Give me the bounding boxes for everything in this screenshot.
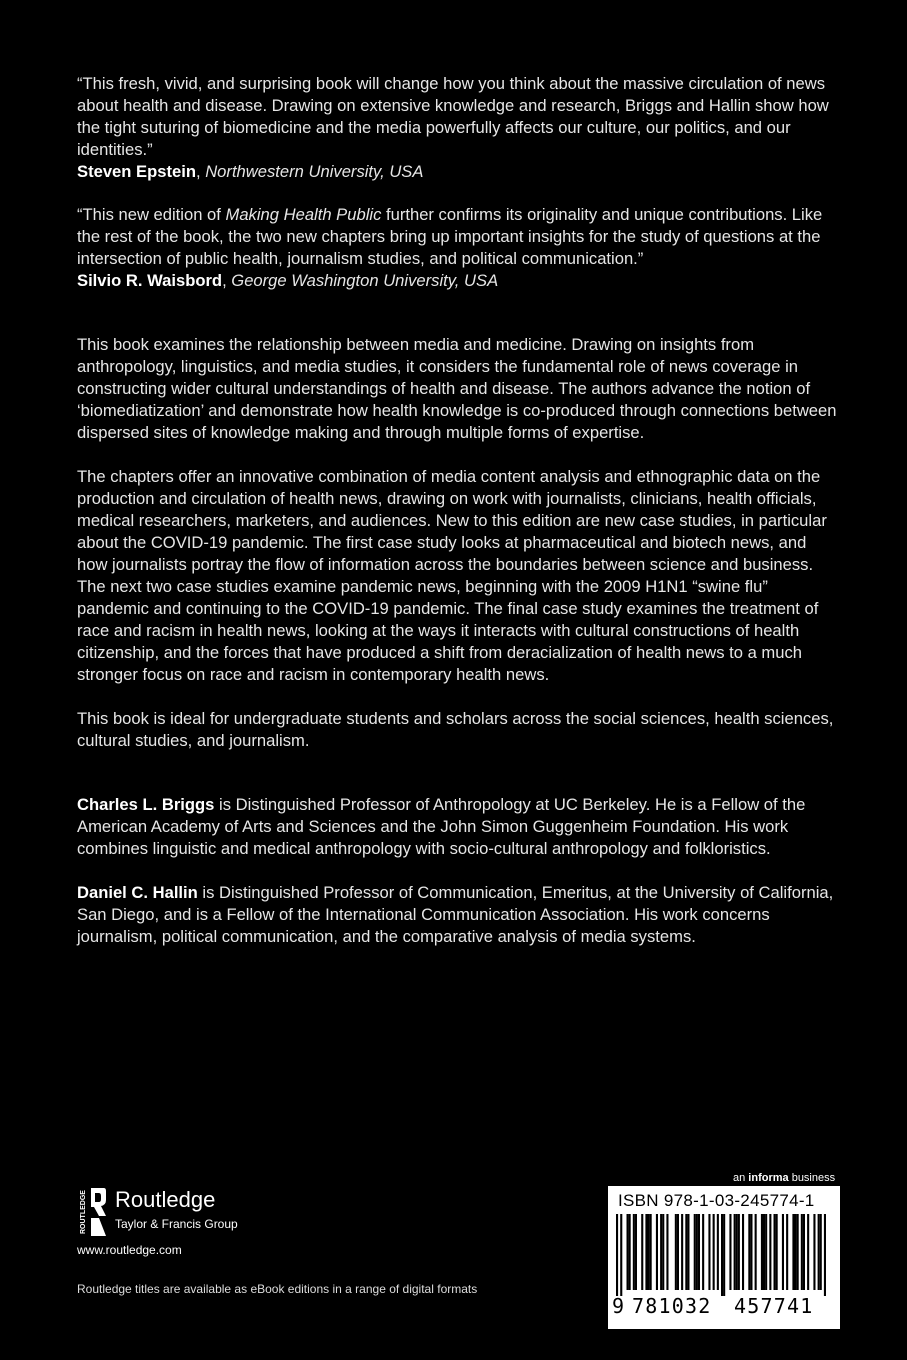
barcode-bar [807,1214,809,1290]
barcode-bar [635,1214,637,1290]
barcode-bar [824,1214,826,1296]
barcode-bar [761,1214,763,1290]
barcode-bar [763,1214,765,1290]
book-title: Making Health Public [225,205,382,224]
barcode-digit-first: 9 [612,1294,626,1318]
barcode-digits-right: 457741 [734,1294,814,1318]
barcode-bar [694,1214,696,1290]
informa-brand: informa [748,1172,789,1184]
barcode-bar [685,1214,687,1290]
isbn-label: ISBN 978-1-03-245774-1 [618,1191,815,1210]
barcode-bar [748,1214,750,1290]
barcode-bar [627,1214,629,1290]
barcode-bar [729,1214,731,1290]
quote-affiliation: George Washington University, USA [231,271,499,290]
author-bio [77,794,837,860]
barcode-bar [648,1214,650,1290]
barcode-bar [755,1214,757,1290]
barcode-bar [801,1214,803,1290]
barcode-bar [713,1214,715,1290]
barcode-bar [795,1214,797,1290]
barcode-bar [633,1214,635,1290]
logo-vertical-text: ROUTLEDGE [80,1190,87,1234]
barcode-bar [645,1214,647,1290]
barcode-bar [723,1214,725,1296]
publisher-group: Taylor & Francis Group [115,1217,238,1231]
barcode-bar [698,1214,700,1290]
barcode-bar [721,1214,723,1296]
barcode-bar [803,1214,805,1290]
barcode-bar [776,1214,778,1290]
author-name: Charles L. Briggs [77,795,215,814]
barcode-bar [813,1214,815,1290]
barcode-bar [616,1214,618,1296]
barcode-bar [702,1214,704,1290]
barcode-bar [681,1214,683,1290]
barcode-bar [774,1214,776,1290]
isbn-barcode [608,1186,840,1329]
routledge-logo-icon [77,1186,107,1238]
barcode-bar [786,1214,788,1290]
barcode-bar [782,1214,784,1290]
barcode-bars [616,1214,832,1296]
quote-text-after: further confirms its originality and unique contributions. Like the rest of the book, the two new chapters bring up important insights for the study of questions at the intersection of public health, journalism studies, and political communication.” [77,205,823,268]
endorsement-quote: “This new edition of Making Health Public further confirms its originality and unique contributions. Like the rest of the book, the two new chapters bring up important insights for the study of questions at the intersection of public health, journalism studies, and political communication.” Silvio R. Waisbord, George Washington University, USA [77,205,823,290]
barcode-bar [629,1214,631,1290]
barcode-bar [708,1214,710,1290]
description-paragraph: This book examines the relationship between media and medicine. Drawing on insights from anthropology, linguistics, and media studies, it considers the fundamental role of news coverage in constructing wider cultural understandings of health and disease. The authors advance the notion of ‘biomediatization’ and demonstrate how health knowledge is co-produced through connections between dispersed sites of knowledge making and through multiple forms of expertise. [77,335,837,442]
back-cover-text [77,73,837,970]
barcode-bar [675,1214,677,1290]
quote-author: Steven Epstein [77,162,196,181]
publisher-block [77,1186,238,1257]
barcode-bar [666,1214,668,1290]
barcode-bar [769,1214,771,1290]
barcode-bar [620,1214,622,1296]
author-bio-text: is Distinguished Professor of Anthropology at UC Berkeley. He is a Fellow of the American Academy of Arts and Sciences and the John Simon Guggenheim Foundation. His work combines linguistic and medical anthropology with socio-cultural anthropology and folkloristics. [77,795,806,858]
barcode-bar [656,1214,658,1290]
quote-affiliation: Northwestern University, USA [205,162,424,181]
barcode-bar [677,1214,679,1290]
barcode-bar [696,1214,698,1290]
barcode-bar [662,1214,664,1290]
barcode-bar [750,1214,752,1290]
barcode-bar [734,1214,736,1290]
barcode-bar [687,1214,689,1290]
quote-text: “This fresh, vivid, and surprising book will change how you think about the massive circulation of news about health and disease. Drawing on extensive knowledge and research, Briggs and Hallin show how the tight suturing of biomedicine and the media powerfully affects our culture, our politics, and our identities.” [77,74,829,159]
barcode-digits-left: 781032 [632,1294,712,1318]
publisher-name: Routledge [115,1187,216,1212]
barcode-bar [820,1214,822,1290]
publisher-url: www.routledge.com [77,1243,182,1257]
informa-prefix: an [733,1172,749,1184]
barcode-bar [717,1214,719,1290]
endorsement-quote: “This fresh, vivid, and surprising book will change how you think about the massive circulation of news about health and disease. Drawing on extensive knowledge and research, Briggs and Hallin show how the tight suturing of biomedicine and the media powerfully affects our culture, our politics, and our identities.” Steven Epstein, Northwestern University, USA [77,74,829,181]
description-paragraph: The chapters offer an innovative combination of media content analysis and ethnographic data on the production and circulation of health news, drawing on work with journalists, clinicians, health officials, medical researchers, marketers, and audiences. New to this edition are new case studies, in particular about the COVID-19 pandemic. The first case study looks at pharmaceutical and biotech news, and how journalists portray the flow of information across the boundaries between science and business. The next two case studies examine pandemic news, beginning with the 2009 H1N1 “swine flu” pandemic and continuing to the COVID-19 pandemic. The final case study examines the treatment of race and racism in health news, looking at the ways it interacts with cultural constructions of health citizenship, and the forces that have produced a shift from deracialization of health news to a much stronger focus on race and racism in contemporary health news. [77,467,827,684]
barcode-bar [742,1214,744,1290]
barcode-bar [650,1214,652,1290]
barcode-bar [641,1214,643,1290]
ebook-note: Routledge titles are available as eBook editions in a range of digital formats [77,1282,478,1296]
routledge-logo [77,1186,238,1238]
barcode-bar [818,1214,820,1290]
barcode-bar [736,1214,738,1290]
informa-business-tag [733,1172,835,1184]
author-bio-text: is Distinguished Professor of Communication, Emeritus, at the University of California, San Diego, and is a Fellow of the International Communication Association. His work concerns journalism, political communication, and the comparative analysis of media systems. [77,883,834,946]
barcode-bar [797,1214,799,1290]
barcode-bar [792,1214,794,1290]
barcode-bar [765,1214,767,1290]
quote-text-before: “This new edition of [77,205,226,224]
author-bio [77,882,837,948]
barcode-bar [738,1214,740,1290]
author-name: Daniel C. Hallin [77,883,198,902]
barcode-bar [660,1214,662,1290]
description-paragraph: This book is ideal for undergraduate students and scholars across the social sciences, health sciences, cultural studies, and journalism. [77,709,834,750]
quote-author: Silvio R. Waisbord [77,271,223,290]
informa-suffix: business [788,1172,836,1184]
